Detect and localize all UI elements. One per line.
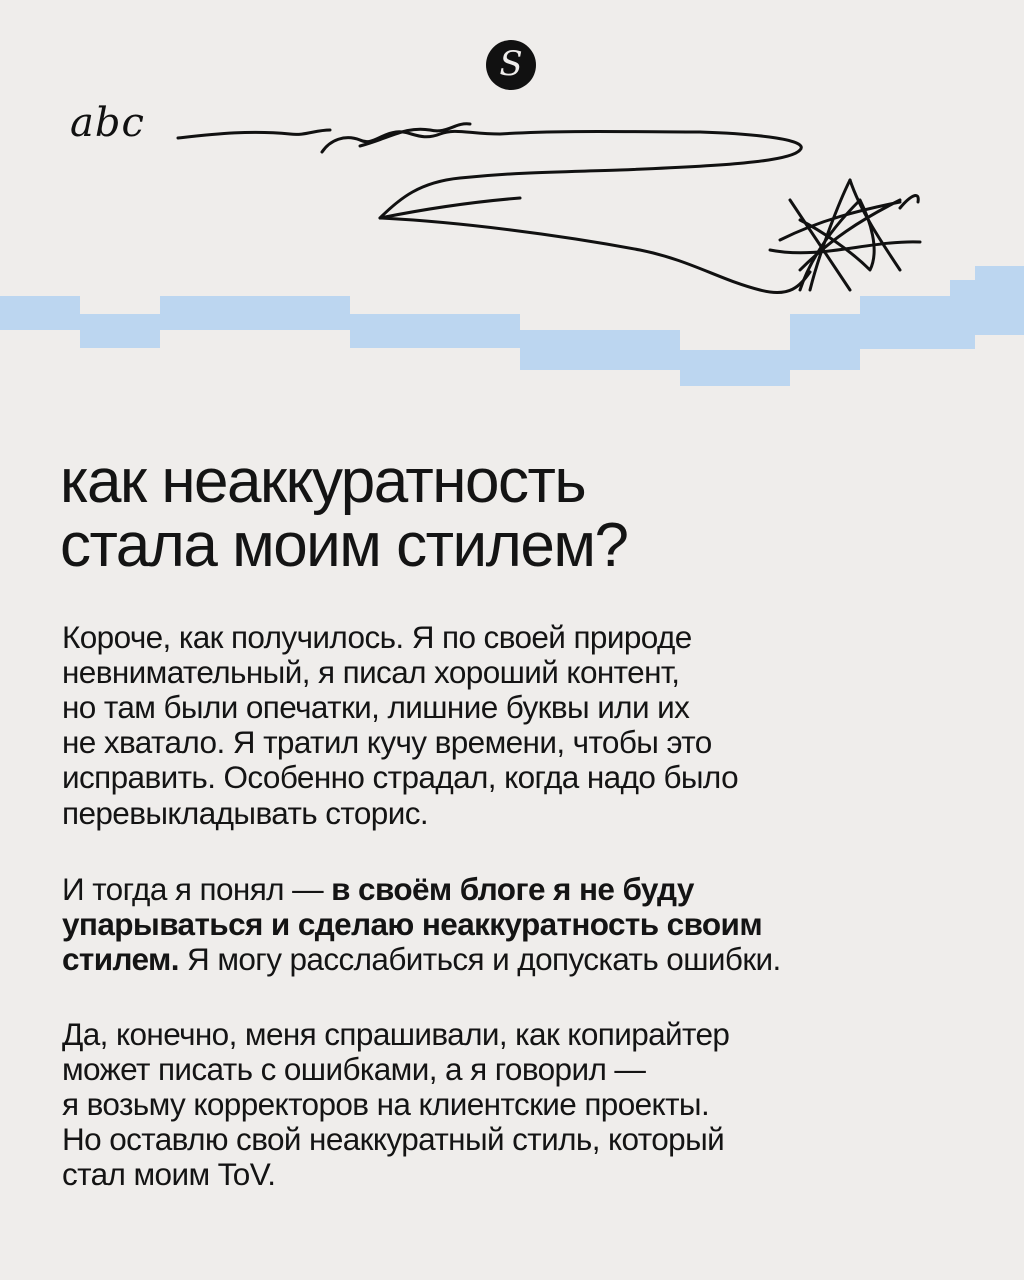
scribble-illustration: [0, 90, 1024, 390]
paragraph-line: исправить. Особенно страдал, когда надо было: [62, 759, 738, 796]
paragraph-line: Но оставлю свой неаккуратный стиль, который: [62, 1121, 725, 1158]
paragraph-line: невнимательный, я писал хороший контент,: [62, 654, 680, 691]
handwriting-abc: abc: [70, 100, 145, 146]
paragraph-line: я возьму корректоров на клиентские проекты.: [62, 1086, 710, 1123]
paragraph-2: [62, 872, 982, 977]
emphasis-1: в своём блоге я не буду: [331, 871, 694, 907]
paragraph-line: но там были опечатки, лишние буквы или их: [62, 689, 690, 726]
paragraph-1: [62, 620, 982, 831]
title-line-1: как неаккуратность: [60, 447, 586, 516]
paragraph-line: не хватало. Я тратил кучу времени, чтобы это: [62, 724, 712, 761]
emphasis-3: стилем.: [62, 941, 179, 978]
paragraph-tail: Я могу расслабиться и допускать ошибки.: [178, 941, 781, 978]
paragraph-line: Короче, как получилось. Я по своей природе: [62, 619, 692, 655]
emphasis-2: упарываться и сделаю неаккуратность своим: [62, 906, 763, 943]
page-title: [60, 447, 980, 581]
scribble-strokes: [178, 124, 920, 293]
hero-illustration: [0, 90, 1024, 390]
logo-glyph: S: [499, 44, 523, 84]
paragraph-line: Да, конечно, меня спрашивали, как копирайтер: [62, 1016, 730, 1052]
paragraph-3: [62, 1017, 982, 1193]
title-line-2: стала моим стилем?: [60, 511, 628, 581]
brand-logo: [486, 40, 536, 90]
paragraph-line: может писать с ошибками, а я говорил —: [62, 1051, 646, 1088]
blue-pixel-band: [0, 266, 1024, 386]
paragraph-intro: И тогда я понял —: [62, 871, 332, 907]
paragraph-line: стал моим ToV.: [62, 1156, 276, 1193]
paragraph-line: перевыкладывать сторис.: [62, 794, 428, 831]
